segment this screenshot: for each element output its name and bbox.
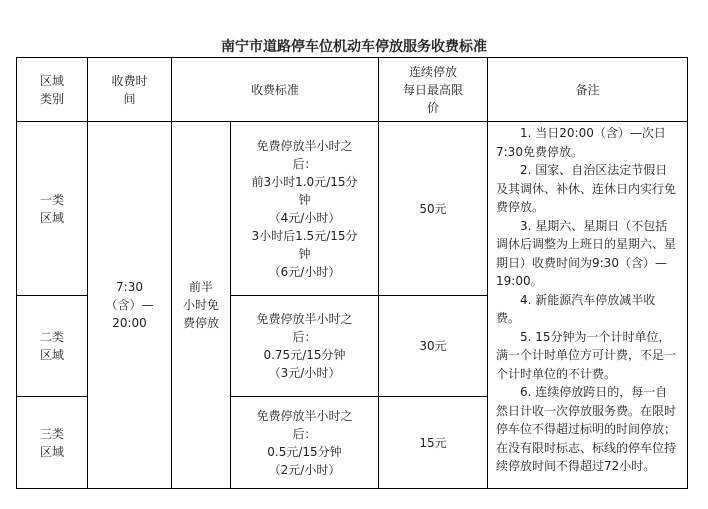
rate-3-line-2: 后： — [292, 426, 317, 441]
area-cell-2 — [17, 296, 87, 396]
free-rule-line-2: 小时免 — [182, 298, 219, 312]
rate-1-line-2: 后： — [292, 156, 317, 171]
area-3-line-2: 区域 — [39, 444, 64, 459]
page-title: 南宁市道路停车位机动车停放服务收费标准 — [221, 39, 487, 55]
rate-3-line-4: （2元/小时） — [268, 462, 341, 477]
free-rule-line-3: 费停放 — [182, 316, 219, 330]
area-1-line-2: 区域 — [39, 210, 64, 225]
area-2-line-1: 二类 — [39, 330, 64, 344]
header-time — [88, 58, 171, 121]
note-item-6: 6. 连续停放跨日的，每一自然日计收一次停放服务费。在限时停车位不得超过标明的时间停放；在没有限时标志、标线的停车位持续停放时间不得超过72小时。 — [496, 385, 677, 473]
note-item-2: 2. 国家、自治区法定节假日及其调休、补休、连休日内实行免费停放。 — [496, 163, 677, 214]
rate-2-line-1: 免费停放半小时之 — [256, 312, 353, 326]
header-time-line-2: 间 — [123, 91, 136, 106]
free-rule-cell — [172, 122, 230, 488]
header-max-daily — [379, 58, 487, 121]
header-standard-text: 收费标准 — [250, 82, 299, 97]
rate-cell-2 — [231, 296, 378, 396]
time-line-2: （含）— — [105, 298, 154, 312]
notes-cell — [488, 124, 687, 488]
rate-1-line-8: （6元/小时） — [268, 264, 341, 279]
rate-3-line-1: 免费停放半小时之 — [256, 408, 353, 423]
header-area-type — [17, 58, 87, 121]
rate-cell-3 — [231, 397, 378, 488]
header-area-type-line-2: 类别 — [39, 91, 64, 106]
rate-2-line-3: 0.75元/15分钟 — [263, 348, 346, 362]
rate-2-line-2: 后： — [292, 330, 317, 344]
rate-1-line-1: 免费停放半小时之 — [256, 138, 353, 153]
header-standard — [172, 58, 378, 121]
area-1-line-1: 一类 — [39, 192, 64, 207]
header-time-line-1: 收费时 — [111, 73, 148, 88]
free-rule-line-1: 前半 — [188, 280, 213, 294]
fee-table — [16, 57, 688, 489]
header-remarks — [488, 58, 687, 121]
header-max-line-3: 价 — [426, 100, 439, 115]
max-cell-1 — [379, 122, 487, 295]
note-item-4: 4. 新能源汽车停放减半收费。 — [496, 292, 656, 325]
rate-1-line-3: 前3小时1.0元/15分 — [251, 174, 358, 189]
rate-2-line-4: （3元/小时） — [268, 366, 341, 380]
header-area-type-line-1: 区域 — [39, 73, 64, 88]
area-cell-1 — [17, 122, 87, 295]
rate-1-line-5: （4元/小时） — [268, 210, 341, 225]
area-2-line-2: 区域 — [39, 348, 64, 362]
table-border-bottom — [16, 488, 688, 489]
rate-1-line-6: 3小时后1.5元/15分 — [251, 228, 358, 243]
header-remarks-text: 备注 — [575, 82, 600, 97]
note-item-1: 1. 当日20:00（含）—次日7:30免费停放。 — [496, 126, 666, 159]
rate-3-line-3: 0.5元/15分钟 — [267, 444, 342, 459]
time-cell — [88, 122, 171, 488]
rate-1-line-7: 钟 — [298, 246, 311, 261]
rate-1-line-4: 钟 — [298, 192, 311, 207]
time-line-1: 7:30 — [116, 280, 143, 294]
note-item-5: 5. 15分钟为一个计时单位，满一个计时单位方可计费，不足一个计时单位的不计费。 — [496, 329, 677, 381]
note-item-3: 3. 星期六、星期日（不包括调休后调整为上班日的星期六、星期日）收费时间为9:30（含）—19:00。 — [496, 218, 677, 288]
max-1-value: 50元 — [419, 201, 447, 216]
header-max-line-1: 连续停放 — [408, 64, 457, 79]
table-border-right — [687, 57, 688, 489]
max-2-value: 30元 — [419, 339, 447, 353]
area-cell-3 — [17, 397, 87, 488]
header-max-line-2: 每日最高限 — [402, 82, 463, 97]
max-cell-2 — [379, 296, 487, 396]
area-3-line-1: 三类 — [39, 426, 64, 441]
rate-cell-1 — [231, 122, 378, 295]
max-3-value: 15元 — [419, 435, 447, 450]
time-line-3: 20:00 — [112, 316, 147, 330]
max-cell-3 — [379, 397, 487, 488]
